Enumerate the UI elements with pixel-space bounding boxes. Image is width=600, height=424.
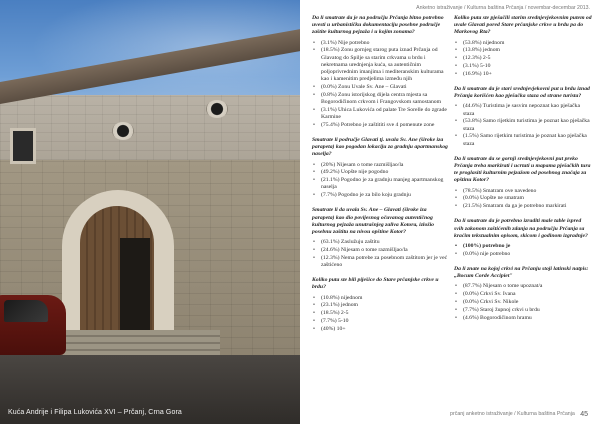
- answer-list: [312, 239, 450, 269]
- question-block: [312, 137, 450, 199]
- window: [10, 128, 36, 164]
- question-block: [454, 266, 592, 322]
- question-block: [312, 15, 450, 129]
- question-block: [312, 277, 450, 333]
- answer-item: • (3.1%) 5-10: [454, 63, 592, 70]
- column-left: [312, 15, 450, 341]
- round-window: [112, 122, 134, 140]
- answer-item: • (0.0%) Crkvi Sv. Nikole: [454, 299, 592, 306]
- car-window: [4, 300, 48, 322]
- answer-item: • (18.5%) 2-5: [312, 310, 450, 317]
- door-opening: [120, 238, 150, 340]
- answer-item: • (0.8%) Zonu istorijskog dijela centra mjesta sa Bogorodičinom crkvom i Frangovskom samostanom: [312, 92, 450, 106]
- answer-item: • (1.5%) Samo rijetkim turistima je poznat kao pješačka staza: [454, 133, 592, 147]
- answer-item: • (75.4%) Potrebno je zaštititi sve 4 pomenute zone: [312, 122, 450, 129]
- question-text: Koliko puta ste bili piješice do Stare prčanjske crkve u brdu?: [312, 277, 439, 291]
- answer-item: • (4.6%) Bogorodičinom hramu: [454, 315, 592, 322]
- question-block: [454, 86, 592, 148]
- answer-item: • (21.5%) Smatram da ga je potrebno markirati: [454, 203, 592, 210]
- question-block: [454, 15, 592, 78]
- answer-item: • (16.9%) 10+: [454, 71, 592, 78]
- question-block: [312, 207, 450, 269]
- answer-item: • (53.8%) nijednom: [454, 40, 592, 47]
- answer-list: [312, 162, 450, 200]
- answer-item: • (0.0%) Uopšte ne smatram: [454, 195, 592, 202]
- answer-item: • (7.7%) 5-10: [312, 318, 450, 325]
- answer-item: • (0.0%) Zonu Uvale Sv. Ane – Glavati: [312, 84, 450, 91]
- answer-item: • (20%) Nijesam o tome razmišljao/la: [312, 162, 450, 169]
- answer-list: [454, 103, 592, 147]
- answer-item: • (0.0%) nije potrebno: [454, 251, 592, 258]
- question-text: Da li znate na kojoj crkvi na Prčanju stoji latinski natpis: „Bocum Corde Accipiet": [454, 266, 589, 280]
- question-text: Smatrate li da uvala Sv. Ane – Glavati (široke iza parapeta) kao dio povijesnog očuvanog autentičnog kulturnog pejzaža unutrašnjeg zaliva Kotora, izložio posebnu zaštitu na nivou opštine Kotor?: [312, 207, 434, 236]
- answer-list: [454, 40, 592, 78]
- answer-item: • (21.1%) Pogodno je za gradnju manjeg apartmanskog naselja: [312, 177, 450, 191]
- column-right: [454, 15, 592, 330]
- answer-item: • (100%) potrebno je: [454, 243, 592, 250]
- answer-list: [312, 40, 450, 129]
- answer-item: • (0.0%) Crkvi Sv. Ivana: [454, 291, 592, 298]
- answer-item: • (40%) 10+: [312, 326, 450, 333]
- question-text: Da li smatrate da je na području Prčanja bitno potrebno uvesti u urbanističku dokumentaciju posebne područje zaštite kulturnog pejzaža i u kojim zonama?: [312, 15, 444, 36]
- answer-item: • (12.3%) Nema potrebe za posebnom zaštitom jer je već zaštićeno: [312, 255, 450, 269]
- answer-item: • (13.8%) jednom: [454, 47, 592, 54]
- footer-text: prčanj anketno istraživanje / Kulturna baština Prčanja: [450, 411, 575, 417]
- answer-item: • (44.6%) Turistima je sasvim nepoznat kao pješačka staza: [454, 103, 592, 117]
- round-window: [206, 100, 228, 118]
- answer-item: • (3.1%) Nije potrebno: [312, 40, 450, 47]
- answer-item: • (10.8%) nijednom: [312, 295, 450, 302]
- question-block: [454, 218, 592, 258]
- question-text: Smatrate li područje Glavati tj. uvala Sv. Ane (široke iza parapeta) kao pogodan lokaciju za gradnju apartmanskog naselja?: [312, 137, 448, 158]
- answer-list: [454, 188, 592, 211]
- photo-caption: Kuća Andrije i Filipa Lukovića XVI – Prčanj, Crna Gora: [8, 409, 182, 416]
- answer-item: • (12.3%) 2-5: [454, 55, 592, 62]
- answer-item: • (49.2%) Uopšte nije pogodno: [312, 169, 450, 176]
- answer-item: • (78.5%) Smatram ove navedeno: [454, 188, 592, 195]
- running-head: Anketno istraživanje / Kulturna baština Prčanja / novembar-decembar 2013.: [416, 5, 590, 11]
- page-number: 45: [580, 411, 588, 418]
- text-page: [300, 0, 600, 424]
- question-text: Da li smatrate da je potrebno izraditi male table ispred svih zakonom zaštićenih zdanja na području Prčanja sa kraćim tekstualnim opisom, skicom i godinom izgradnje?: [454, 218, 588, 239]
- answer-item: • (63.1%) Zaslužuju zaštitu: [312, 239, 450, 246]
- answer-item: • (53.8%) Samo rijetkim turistima je poznat kao pješačka staza: [454, 118, 592, 132]
- question-text: Da li smatrate da se gornji srednjevjekovni put preko Prčanja treba markirati i ucrtati u mapama pješačkih tura te proglasiti kulturnim pejzažom od posebnog značaja za opštinu Kotor?: [454, 155, 591, 184]
- question-text: Koliko puta ste pješačili starim srednjevjekovnim putem od uvale Glavati pored Stare prčanjske crkve u brdu pa do Markovog Rta?: [454, 15, 592, 36]
- answer-item: • (24.6%) Nijesam o tome razmišljao/la: [312, 247, 450, 254]
- answer-list: [454, 283, 592, 321]
- answer-list: [454, 243, 592, 258]
- answer-item: • (87.7%) Nijesam o tome upoznat/a: [454, 283, 592, 290]
- question-text: Da li smatrate da je stari srednjevjekovni put u brdu iznad Prčanja korišćen kao pješačka staza od strane turista?: [454, 86, 590, 100]
- question-block: [454, 156, 592, 211]
- answer-list: [312, 295, 450, 333]
- answer-item: • (18.5%) Zonu gornjeg starog puta iznad Prčanja od Glavatog do Spilje sa starim crkvama u brdu i nekretnama urednjenja kuća, sa autentičnim poljoprivrednim imanjima i mediteranskim kulturama kao i kamenitim predjelima između njih: [312, 47, 450, 83]
- answer-item: • (7.7%) Pogodno je za bilo koju gradnju: [312, 192, 450, 199]
- answer-item: • (3.1%) Uhica Lukovića od palate Tre Sorelle do zgrade Karmine: [312, 107, 450, 121]
- answer-item: • (23.1%) jednom: [312, 302, 450, 309]
- answer-item: • (7.7%) Staroj župnoj crkvi u brdu: [454, 307, 592, 314]
